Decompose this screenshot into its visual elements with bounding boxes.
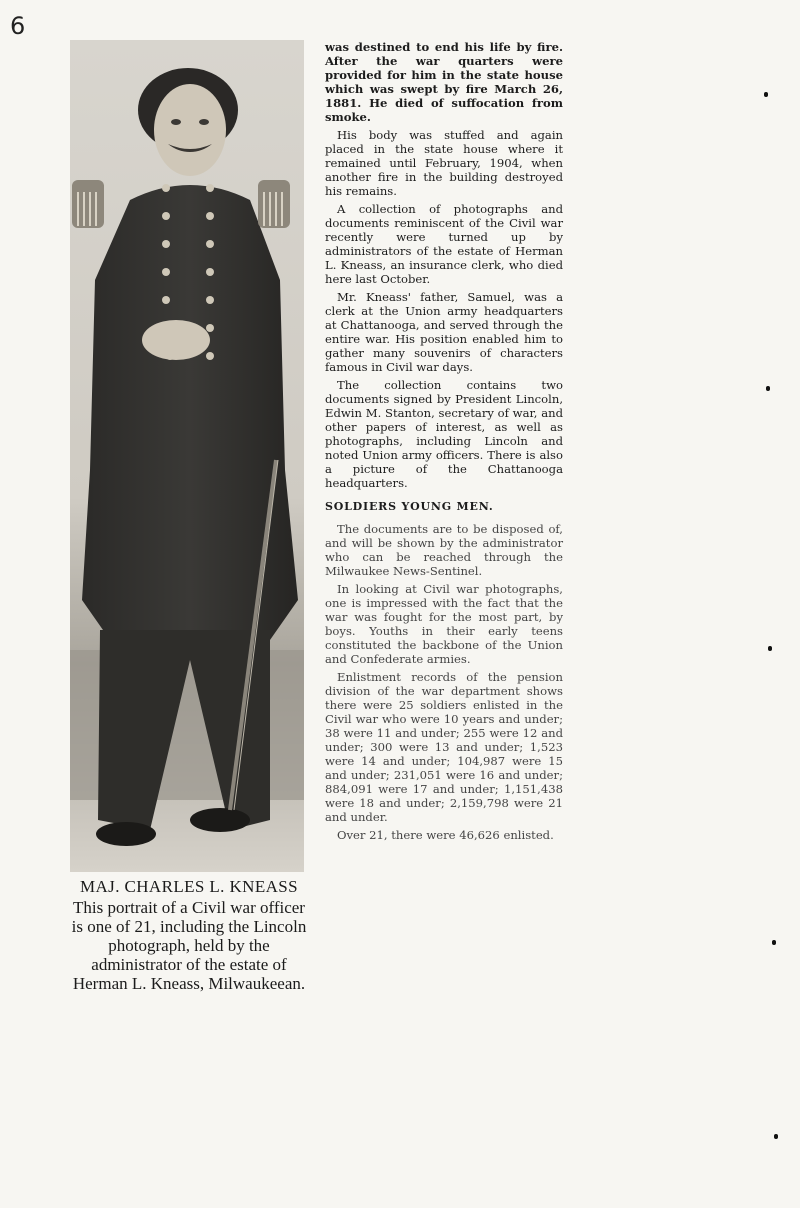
page-number: 6 xyxy=(10,12,26,40)
article-subhead: SOLDIERS YOUNG MEN. xyxy=(325,500,494,513)
binder-hole-mark xyxy=(774,1134,778,1139)
article-paragraph: was destined to end his life by fire. After the war quarters were provided for him in the state house which was swept by fire March 26, 1881. He died of suffocation from smoke. xyxy=(325,40,563,124)
portrait-illustration xyxy=(70,40,304,872)
binder-hole-mark xyxy=(772,940,776,945)
binder-hole-mark xyxy=(764,92,768,97)
article-paragraph: Enlistment records of the pension division of the war department shows there were 25 soldiers enlisted in the Civil war who were 10 years and under; 38 were 11 and under; 255 were 12 and under; 300 were 13 and under; 1,523 were 14 and under; 104,987 were 15 and under; 231,051 were 16 and under; 884,091 were 17 and under; 1,151,438 were 18 and under; 2,159,798 were 21 and under. xyxy=(325,670,563,824)
article-paragraph: His body was stuffed and again placed in the state house where it remained until February, 1904, when another fire in the building destroyed his remains. xyxy=(325,128,563,198)
article-paragraph: The collection contains two documents signed by President Lincoln, Edwin M. Stanton, secretary of war, and other papers of interest, as well as photographs, including Lincoln and noted Union army officers. There is also a picture of the Chattanooga headquarters. xyxy=(325,378,563,490)
article-paragraph: Mr. Kneass' father, Samuel, was a clerk at the Union army headquarters at Chattanooga, and served through the entire war. His position enabled him to gather many souvenirs of characters famous in Civil war days. xyxy=(325,290,563,374)
article-paragraph: A collection of photographs and documents reminiscent of the Civil war recently were turned up by administrators of the estate of Herman L. Kneass, an insurance clerk, who died here last October. xyxy=(325,202,563,286)
binder-hole-mark xyxy=(768,646,772,651)
article-paragraph: In looking at Civil war photographs, one is impressed with the fact that the war was fought for the most part, by boys. Youths in their early teens constituted the backbone of the Union and Confederate armies. xyxy=(325,582,563,666)
article-column xyxy=(325,40,563,846)
binder-hole-mark xyxy=(766,386,770,391)
caption-body: This portrait of a Civil war officer is one of 21, including the Lincoln photograph, held by the administrator of the estate of Herman L. Kneass, Milwaukeean. xyxy=(71,898,307,993)
portrait-photo xyxy=(70,40,304,872)
article-paragraph: Over 21, there were 46,626 enlisted. xyxy=(337,828,554,842)
article-paragraph: The documents are to be disposed of, and will be shown by the administrator who can be reached through the Milwaukee News-Sentinel. xyxy=(325,522,563,578)
photo-caption xyxy=(66,878,312,993)
caption-title: MAJ. CHARLES L. KNEASS xyxy=(79,877,299,896)
